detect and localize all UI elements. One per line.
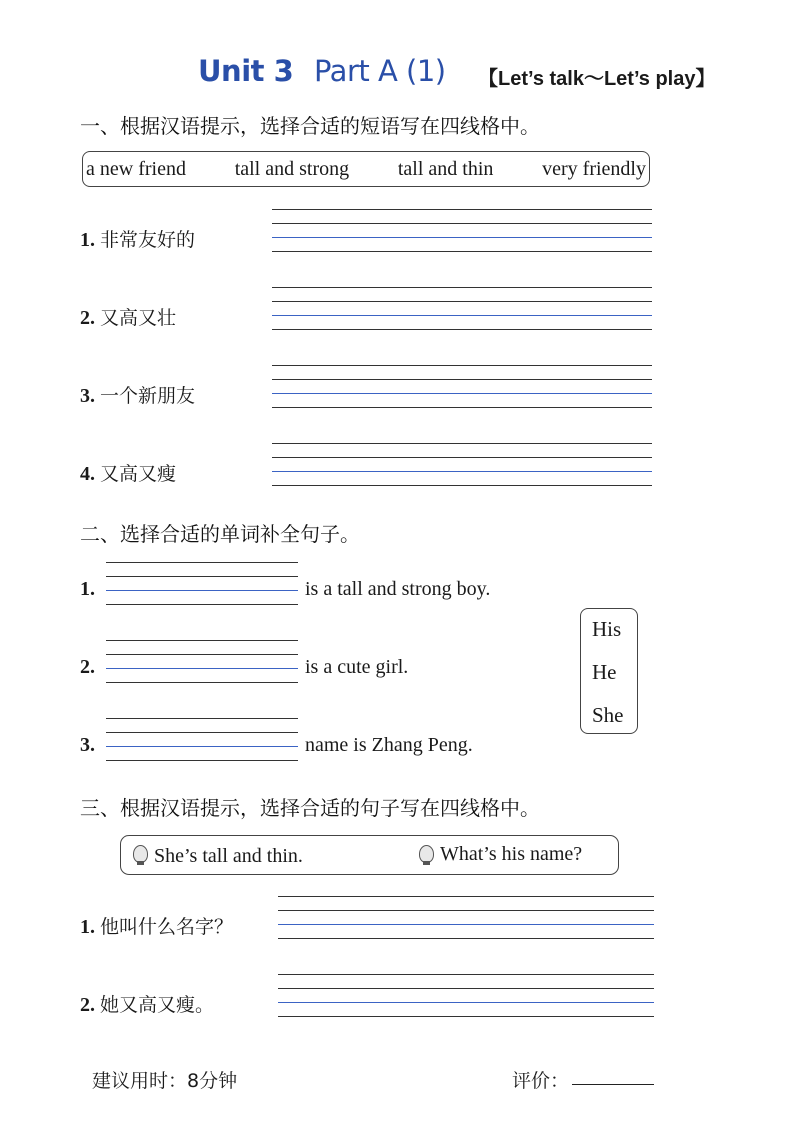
word-option: His [592, 617, 622, 641]
section3-question-2 [80, 990, 214, 1017]
section2-title: 二、选择合适的单词补全句子。 [80, 522, 360, 546]
sentence-text: is a cute girl. [305, 656, 409, 678]
section1-question-4 [80, 459, 176, 486]
word-option: He [592, 660, 617, 684]
rating-label: 评价： [512, 1070, 570, 1092]
phrase-option: a new friend [86, 157, 186, 180]
writing-lines[interactable] [272, 287, 652, 331]
question-text: 一个新朋友 [100, 385, 196, 407]
writing-lines[interactable] [272, 443, 652, 487]
sentence-bank [120, 835, 619, 875]
blank-lines[interactable] [106, 718, 298, 762]
phrase-option: tall and strong [234, 157, 350, 180]
question-number: 1. [80, 578, 95, 600]
question-text: 他叫什么名字？ [100, 916, 234, 938]
phrase-bank [82, 151, 650, 187]
rating-blank[interactable] [572, 1084, 654, 1085]
section2-question-3 [80, 734, 95, 757]
writing-lines[interactable] [278, 896, 654, 940]
question-number: 2. [80, 656, 95, 678]
phrase-option: very friendly [542, 157, 646, 180]
question-number: 2. [80, 307, 95, 329]
sentence-text: name is Zhang Peng. [305, 734, 473, 756]
writing-lines[interactable] [278, 974, 654, 1018]
section2-question-2 [80, 656, 95, 679]
part-title: Part A (1) [314, 54, 446, 88]
section3-title: 三、根据汉语提示，选择合适的句子写在四线格中。 [80, 796, 540, 820]
section1-question-3 [80, 381, 195, 408]
lesson-subtitle: 【Let’s talk～Let’s play】 [478, 68, 716, 90]
word-option: She [592, 703, 624, 727]
unit-title: Unit 3 [198, 54, 294, 88]
section1-question-1 [80, 225, 195, 252]
writing-lines[interactable] [272, 365, 652, 409]
blank-lines[interactable] [106, 640, 298, 684]
section1-question-2 [80, 303, 176, 330]
sentence-text: is a tall and strong boy. [305, 578, 491, 600]
question-text: 又高又瘦 [100, 463, 177, 485]
question-number: 4. [80, 463, 95, 485]
section3-question-1 [80, 912, 233, 939]
question-text: 又高又壮 [100, 307, 177, 329]
question-number: 3. [80, 734, 95, 756]
question-text: 非常友好的 [100, 229, 196, 251]
question-text: 她又高又瘦。 [100, 994, 215, 1016]
section2-question-1 [80, 578, 95, 601]
sentence-option: What’s his name? [440, 843, 583, 865]
bulb-icon [419, 845, 434, 863]
question-number: 1. [80, 916, 95, 938]
question-number: 2. [80, 994, 95, 1016]
writing-lines[interactable] [272, 209, 652, 253]
sentence-option: She’s tall and thin. [154, 845, 303, 867]
question-number: 1. [80, 229, 95, 251]
time-hint: 建议用时：8分钟 [92, 1070, 238, 1092]
word-options-box [580, 608, 638, 734]
question-number: 3. [80, 385, 95, 407]
phrase-option: tall and thin [397, 157, 494, 180]
section1-title: 一、根据汉语提示，选择合适的短语写在四线格中。 [80, 114, 540, 138]
bulb-icon [133, 845, 148, 863]
blank-lines[interactable] [106, 562, 298, 606]
